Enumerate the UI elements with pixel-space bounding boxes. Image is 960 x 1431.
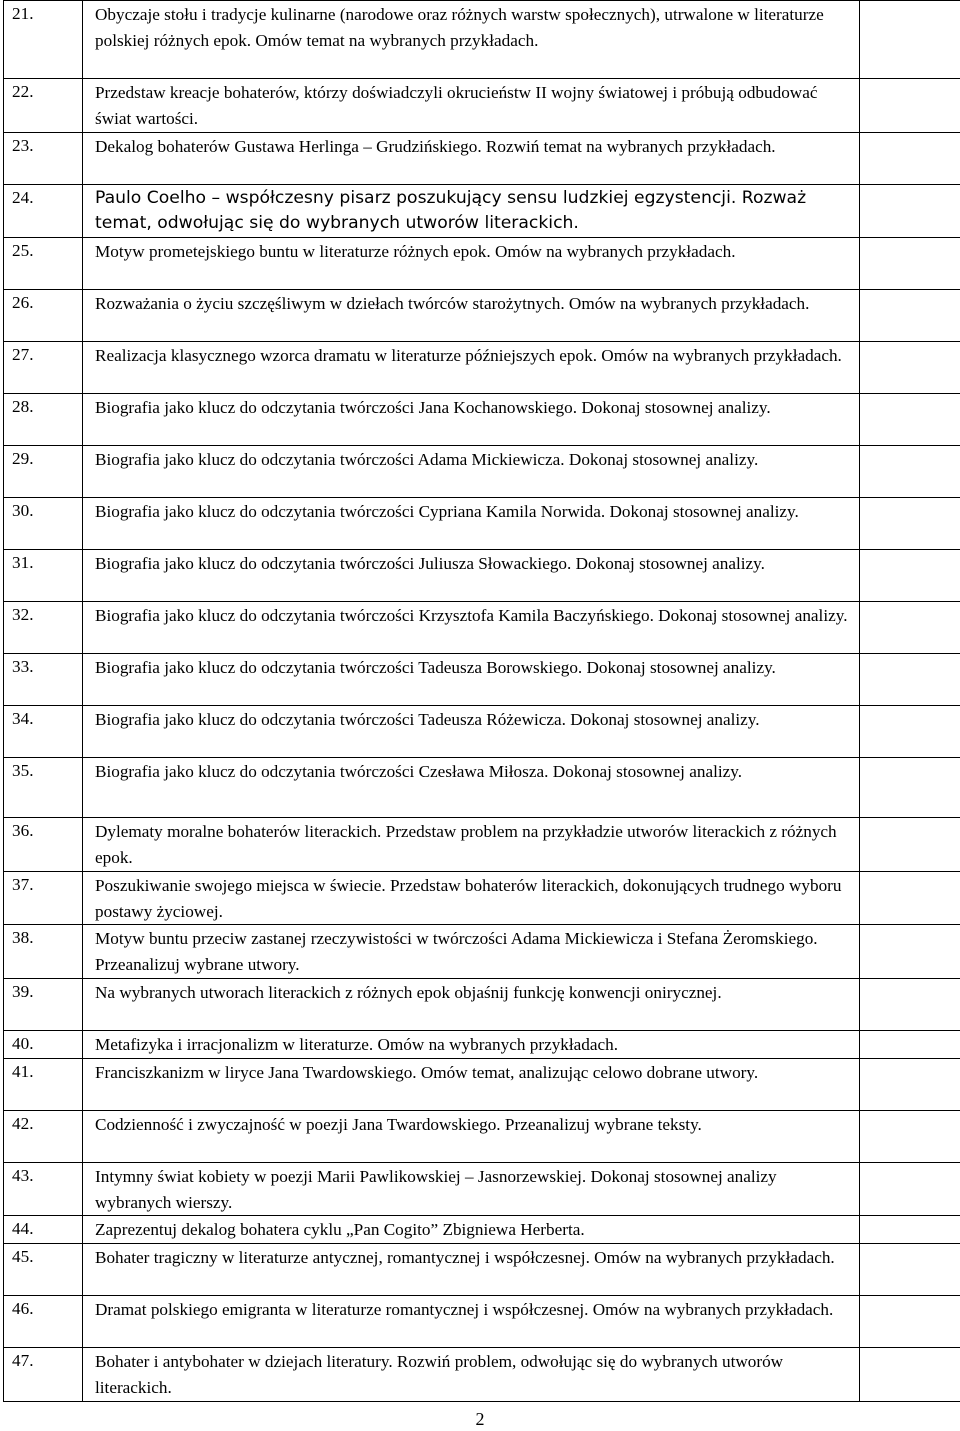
topic-number: 25. — [4, 238, 83, 290]
topic-text: Biografia jako klucz do odczytania twórczości Tadeusza Borowskiego. Dokonaj stosownej analizy. — [83, 654, 860, 706]
topic-number: 28. — [4, 394, 83, 446]
table-row — [4, 654, 960, 706]
topic-number: 41. — [4, 1058, 83, 1110]
table-row — [4, 1162, 960, 1216]
table-row — [4, 1216, 960, 1244]
table-row — [4, 871, 960, 925]
table-row — [4, 818, 960, 872]
empty-cell — [860, 758, 960, 818]
topic-number: 21. — [4, 1, 83, 79]
topic-text: Biografia jako klucz do odczytania twórczości Tadeusza Różewicza. Dokonaj stosownej analizy. — [83, 706, 860, 758]
topic-number: 44. — [4, 1216, 83, 1244]
empty-cell — [860, 238, 960, 290]
empty-cell — [860, 394, 960, 446]
topic-number: 31. — [4, 550, 83, 602]
topic-number: 46. — [4, 1296, 83, 1348]
table-row — [4, 290, 960, 342]
topic-number: 39. — [4, 978, 83, 1030]
empty-cell — [860, 1244, 960, 1296]
topic-text: Biografia jako klucz do odczytania twórczości Krzysztofa Kamila Baczyńskiego. Dokonaj stosownej analizy. — [83, 602, 860, 654]
table-row — [4, 498, 960, 550]
topic-text: Dylematy moralne bohaterów literackich. Przedstaw problem na przykładzie utworów literackich z różnych epok. — [83, 818, 860, 872]
empty-cell — [860, 1296, 960, 1348]
topics-table — [3, 0, 960, 1402]
topic-text: Biografia jako klucz do odczytania twórczości Juliusza Słowackiego. Dokonaj stosownej analizy. — [83, 550, 860, 602]
topic-number: 42. — [4, 1110, 83, 1162]
empty-cell — [860, 602, 960, 654]
topic-text: Dekalog bohaterów Gustawa Herlinga – Grudzińskiego. Rozwiń temat na wybranych przykładach. — [83, 132, 860, 184]
topic-number: 26. — [4, 290, 83, 342]
topic-number: 27. — [4, 342, 83, 394]
topic-text: Przedstaw kreacje bohaterów, którzy doświadczyli okrucieństw II wojny światowej i próbują odbudować świat wartości. — [83, 79, 860, 133]
topic-text: Biografia jako klucz do odczytania twórczości Cypriana Kamila Norwida. Dokonaj stosownej analizy. — [83, 498, 860, 550]
topic-text: Motyw buntu przeciw zastanej rzeczywistości w twórczości Adama Mickiewicza i Stefana Żeromskiego. Przeanalizuj wybrane utwory. — [83, 925, 860, 979]
empty-cell — [860, 1216, 960, 1244]
topic-number: 23. — [4, 132, 83, 184]
topic-number: 36. — [4, 818, 83, 872]
topic-text: Zaprezentuj dekalog bohatera cyklu „Pan Cogito” Zbigniewa Herberta. — [83, 1216, 860, 1244]
table-row — [4, 758, 960, 818]
empty-cell — [860, 132, 960, 184]
topic-number: 24. — [4, 184, 83, 238]
empty-cell — [860, 342, 960, 394]
topic-number: 37. — [4, 871, 83, 925]
empty-cell — [860, 1162, 960, 1216]
topic-number: 43. — [4, 1162, 83, 1216]
empty-cell — [860, 498, 960, 550]
table-row — [4, 394, 960, 446]
empty-cell — [860, 1030, 960, 1058]
topic-text: Biografia jako klucz do odczytania twórczości Jana Kochanowskiego. Dokonaj stosownej analizy. — [83, 394, 860, 446]
table-row — [4, 446, 960, 498]
table-row — [4, 132, 960, 184]
table-row — [4, 1, 960, 79]
table-row — [4, 79, 960, 133]
empty-cell — [860, 706, 960, 758]
empty-cell — [860, 446, 960, 498]
empty-cell — [860, 550, 960, 602]
topics-body — [4, 1, 960, 1402]
page-number: 2 — [475, 1409, 485, 1429]
topic-text: Poszukiwanie swojego miejsca w świecie. Przedstaw bohaterów literackich, dokonujących trudnego wyboru postawy życiowej. — [83, 871, 860, 925]
table-row — [4, 1030, 960, 1058]
empty-cell — [860, 184, 960, 238]
topic-text: Biografia jako klucz do odczytania twórczości Adama Mickiewicza. Dokonaj stosownej analizy. — [83, 446, 860, 498]
table-row — [4, 342, 960, 394]
topic-text: Na wybranych utworach literackich z różnych epok objaśnij funkcję konwencji onirycznej. — [83, 978, 860, 1030]
topic-number: 40. — [4, 1030, 83, 1058]
empty-cell — [860, 290, 960, 342]
topic-number: 45. — [4, 1244, 83, 1296]
empty-cell — [860, 925, 960, 979]
topic-number: 38. — [4, 925, 83, 979]
table-row — [4, 602, 960, 654]
topic-text: Bohater tragiczny w literaturze antycznej, romantycznej i współczesnej. Omów na wybranych przykładach. — [83, 1244, 860, 1296]
topic-text: Bohater i antybohater w dziejach literatury. Rozwiń problem, odwołując się do wybranych utworów literackich. — [83, 1348, 860, 1402]
table-row — [4, 1296, 960, 1348]
topic-text: Codzienność i zwyczajność w poezji Jana Twardowskiego. Przeanalizuj wybrane teksty. — [83, 1110, 860, 1162]
topic-number: 34. — [4, 706, 83, 758]
table-row — [4, 1348, 960, 1402]
table-row — [4, 1244, 960, 1296]
topic-number: 30. — [4, 498, 83, 550]
table-row — [4, 238, 960, 290]
topic-text: Paulo Coelho – współczesny pisarz poszukujący sensu ludzkiej egzystencji. Rozważ temat, odwołując się do wybranych utworów literackich. — [83, 184, 860, 238]
topic-text: Rozważania o życiu szczęśliwym w dziełach twórców starożytnych. Omów na wybranych przykładach. — [83, 290, 860, 342]
empty-cell — [860, 1110, 960, 1162]
table-row — [4, 706, 960, 758]
topic-number: 35. — [4, 758, 83, 818]
empty-cell — [860, 654, 960, 706]
topic-number: 32. — [4, 602, 83, 654]
topic-text: Franciszkanizm w liryce Jana Twardowskiego. Omów temat, analizując celowo dobrane utwory. — [83, 1058, 860, 1110]
empty-cell — [860, 1058, 960, 1110]
empty-cell — [860, 79, 960, 133]
topic-text: Motyw prometejskiego buntu w literaturze różnych epok. Omów na wybranych przykładach. — [83, 238, 860, 290]
empty-cell — [860, 978, 960, 1030]
topic-number: 22. — [4, 79, 83, 133]
table-row — [4, 1058, 960, 1110]
topic-text: Biografia jako klucz do odczytania twórczości Czesława Miłosza. Dokonaj stosownej analizy. — [83, 758, 860, 818]
table-row — [4, 184, 960, 238]
topic-number: 47. — [4, 1348, 83, 1402]
topic-text: Realizacja klasycznego wzorca dramatu w literaturze późniejszych epok. Omów na wybranych przykładach. — [83, 342, 860, 394]
topic-text: Intymny świat kobiety w poezji Marii Pawlikowskiej – Jasnorzewskiej. Dokonaj stosownej analizy wybranych wierszy. — [83, 1162, 860, 1216]
table-row — [4, 550, 960, 602]
empty-cell — [860, 818, 960, 872]
table-row — [4, 1110, 960, 1162]
topic-text: Dramat polskiego emigranta w literaturze romantycznej i współczesnej. Omów na wybranych przykładach. — [83, 1296, 860, 1348]
table-row — [4, 978, 960, 1030]
topic-text: Obyczaje stołu i tradycje kulinarne (narodowe oraz różnych warstw społecznych), utrwalone w literaturze polskiej różnych epok. Omów temat na wybranych przykładach. — [83, 1, 860, 79]
empty-cell — [860, 871, 960, 925]
table-row — [4, 925, 960, 979]
topic-text: Metafizyka i irracjonalizm w literaturze. Omów na wybranych przykładach. — [83, 1030, 860, 1058]
empty-cell — [860, 1348, 960, 1402]
empty-cell — [860, 1, 960, 79]
topic-number: 33. — [4, 654, 83, 706]
topic-number: 29. — [4, 446, 83, 498]
